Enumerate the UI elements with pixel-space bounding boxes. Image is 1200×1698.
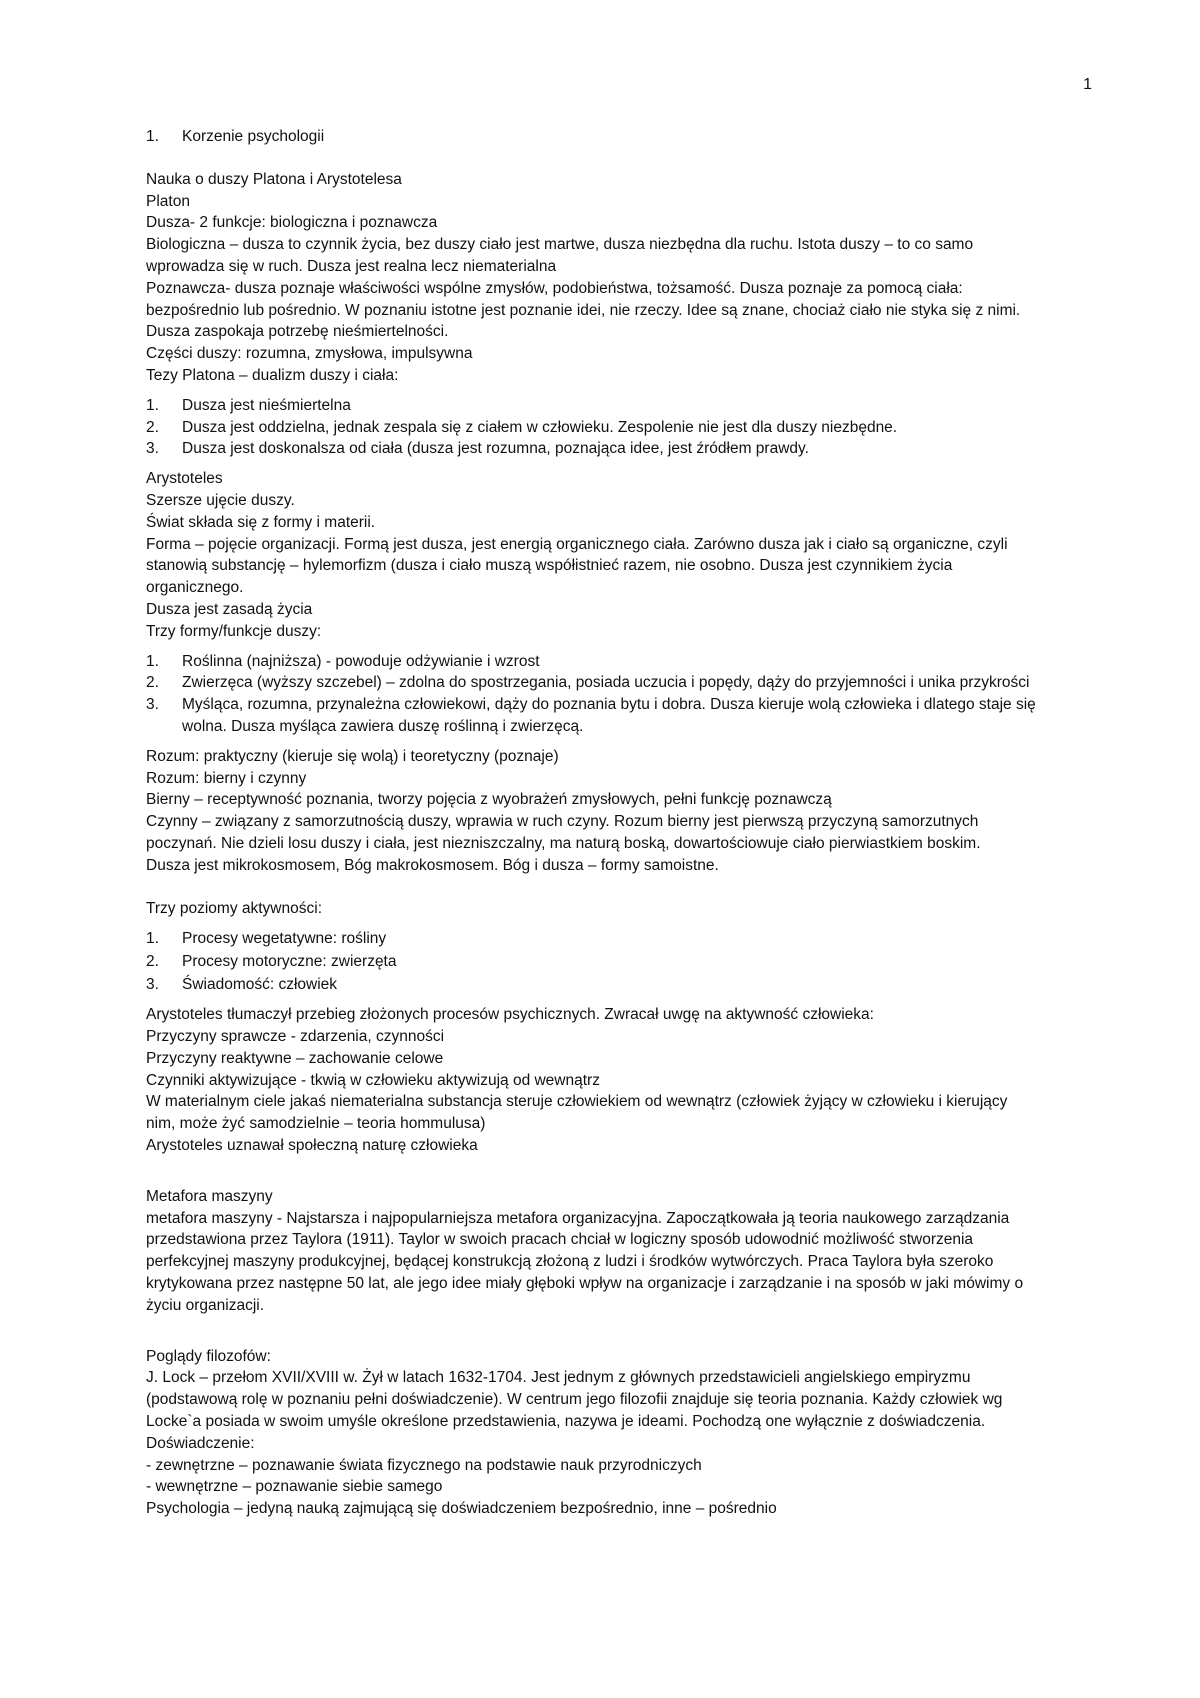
list-item-text: Świadomość: człowiek [182, 976, 338, 994]
list-item-number: 1. [146, 396, 159, 414]
causes-text [146, 1004, 1096, 1157]
list-item-number: 3. [146, 976, 159, 994]
list-item-text: Roślinna (najniższa) - powoduje odżywianie i wzrost [182, 652, 540, 670]
page-number: 1 [1083, 76, 1092, 93]
text-line: Przyczyny sprawcze - zdarzenia, czynności [146, 1028, 445, 1046]
text-line: Biologiczna – dusza to czynnik życia, bez duszy ciało jest martwe, dusza niezbędna dla ruchu. Istota duszy – to co samo [146, 236, 974, 254]
list-item [146, 438, 1096, 460]
soul-forms-list [146, 651, 1096, 738]
text-line: krytykowana przez następne 50 lat, ale jego idee miały głęboki wpływ na organizacje i zarządzanie i na sposób w jaki mówimy o [146, 1275, 1024, 1293]
text-line: Dusza jest zasadą życia [146, 600, 313, 618]
list-item-number: 2. [146, 953, 159, 971]
text-line: poczynań. Nie dzieli losu duszy i ciała, jest niezniszczalny, ma naturą boską, dowartościowuje ciało pierwiastkiem boskim. [146, 834, 981, 852]
chapter-title: Korzenie psychologii [182, 128, 325, 145]
list-item-number: 2. [146, 418, 159, 436]
text-line: Przyczyny reaktywne – zachowanie celowe [146, 1049, 444, 1067]
text-line: J. Lock – przełom XVII/XVIII w. Żył w latach 1632-1704. Jest jednym z głównych przedstawicieli angielskiego empiryzmu [146, 1369, 971, 1387]
text-line: Dusza- 2 funkcje: biologiczna i poznawcza [146, 214, 438, 232]
text-line: Dusza zaspokaja potrzebę nieśmiertelności. [146, 323, 449, 341]
list-item [146, 672, 1096, 694]
list-item-text: Myśląca, rozumna, przynależna człowiekowi, dąży do poznania bytu i dobra. Dusza kieruje wolą człowieka i dlatego staje się [182, 696, 1036, 714]
text-line: (podstawową rolę w poznaniu pełni doświadczenie). W centrum jego filozofii znajduje się teoria poznania. Każdy człowiek wg [146, 1391, 1003, 1409]
list-item-text: Procesy wegetatywne: rośliny [182, 930, 387, 948]
text-line: Arystoteles [146, 470, 223, 488]
text-line: Tezy Platona – dualizm duszy i ciała: [146, 366, 399, 384]
text-line: Szersze ujęcie duszy. [146, 491, 295, 509]
text-line: - zewnętrzne – poznawanie świata fizycznego na podstawie nauk przyrodniczych [146, 1456, 702, 1474]
text-line: Arystoteles uznawał społeczną naturę człowieka [146, 1137, 478, 1155]
list-item-text: Dusza jest nieśmiertelna [182, 396, 351, 414]
list-item-text: wolna. Dusza myśląca zawiera duszę roślinną i zwierzęcą. [182, 717, 584, 735]
list-item-number: 3. [146, 440, 159, 458]
text-line: organicznego. [146, 579, 244, 597]
text-line: bezpośrednio lub pośrednio. W poznaniu istotne jest poznanie idei, nie rzeczy. Idee są znane, chociaż ciało nie styka się z nimi. [146, 301, 1021, 319]
text-line: Psychologia – jedyną nauką zajmującą się doświadczeniem bezpośrednio, inne – pośrednio [146, 1500, 777, 1518]
text-line: przedstawiona przez Taylora (1911). Taylor w swoich pracach chciał w logiczny sposób udowodnić możliwość stworzenia [146, 1231, 974, 1249]
text-line: wprowadza się w ruch. Dusza jest realna lecz niematerialna [146, 257, 557, 275]
list-item [146, 716, 1096, 738]
list-item-text: Dusza jest doskonalsza od ciała (dusza jest rozumna, poznająca idee, jest źródłem prawdy. [182, 440, 809, 458]
list-item-number: 2. [146, 674, 159, 692]
text-line: Locke`a posiada w swoim umyśle określone przedstawienia, nazywa je ideami. Pochodzą one wyłącznie z doświadczenia. [146, 1413, 986, 1431]
chapter-number: 1. [146, 128, 159, 145]
list-item [146, 973, 1096, 996]
list-item [146, 417, 1096, 439]
text-line: Czynniki aktywizujące - tkwią w człowieku aktywizują od wewnątrz [146, 1071, 600, 1089]
activity-levels-list [146, 927, 1096, 996]
list-item-number: 3. [146, 696, 159, 714]
list-item-text: Zwierzęca (wyższy szczebel) – zdolna do spostrzegania, posiada uczucia i popędy, dąży do przyjemności i unika przykrości [182, 674, 1030, 692]
arystoteles-text [146, 468, 1096, 642]
document-body [146, 126, 1096, 1520]
list-item-number: 1. [146, 930, 159, 948]
chapter-heading [146, 126, 1096, 148]
text-line: Rozum: bierny i czynny [146, 769, 307, 787]
text-line: - wewnętrzne – poznawanie siebie samego [146, 1478, 443, 1496]
text-line: Trzy formy/funkcje duszy: [146, 622, 322, 640]
list-item [146, 395, 1096, 417]
text-line: W materialnym ciele jakaś niematerialna substancja steruje człowiekiem od wewnątrz (człowiek żyjący w człowieku i kierujący [146, 1093, 1008, 1111]
text-line: Poznawcza- dusza poznaje właściwości wspólne zmysłów, podobieństwa, tożsamość. Dusza poznaje za pomocą ciała: [146, 279, 963, 297]
text-line: Dusza jest mikrokosmosem, Bóg makrokosmosem. Bóg i dusza – formy samoistne. [146, 856, 719, 874]
list-item [146, 694, 1096, 716]
section-title: Nauka o duszy Platona i Arystotelesa [146, 170, 402, 188]
text-line: Forma – pojęcie organizacji. Formą jest dusza, jest energią organicznego ciała. Zarówno dusza jak i ciało są organiczne, czyli [146, 535, 1008, 553]
text-line: Bierny – receptywność poznania, tworzy pojęcia z wyobrażeń zmysłowych, pełni funkcję poznawczą [146, 791, 832, 809]
text-line: Rozum: praktyczny (kieruje się wolą) i teoretyczny (poznaje) [146, 747, 559, 765]
text-line: Arystoteles tłumaczył przebieg złożonych procesów psychicznych. Zwracał uwgę na aktywność człowieka: [146, 1006, 874, 1024]
list-item-text: Procesy motoryczne: zwierzęta [182, 953, 397, 971]
text-line: stanowią substancję – hylemorfizm (dusza i ciało muszą współistnieć razem, nie osobno. Dusza jest czynnikiem życia [146, 557, 953, 575]
platon-text [146, 212, 1096, 386]
philosophers-text [146, 1346, 1096, 1520]
text-line: Doświadczenie: [146, 1434, 255, 1452]
reason-text [146, 746, 1096, 877]
machine-metaphor-text [146, 1186, 1096, 1317]
text-line: Czynny – związany z samorzutnością duszy, wprawia w ruch czyny. Rozum bierny jest pierwszą przyczyną samorzutnych [146, 813, 979, 831]
platon-theses-list [146, 395, 1096, 460]
list-item [146, 651, 1096, 673]
text-line: Części duszy: rozumna, zmysłowa, impulsywna [146, 345, 473, 363]
text-line: Świat składa się z formy i materii. [146, 513, 376, 531]
list-item [146, 927, 1096, 950]
list-item [146, 950, 1096, 973]
text-line: Poglądy filozofów: [146, 1347, 271, 1365]
list-item-text: Dusza jest oddzielna, jednak zespala się z ciałem w człowieku. Zespolenie nie jest dla duszy niezbędne. [182, 418, 898, 436]
text-line: życiu organizacji. [146, 1296, 265, 1314]
levels-title: Trzy poziomy aktywności: [146, 899, 322, 917]
text-line: perfekcyjnej maszyny produkcyjnej, będącej konstrukcją złożoną z ludzi i środków wytwórczych. Praca Taylora była szeroko [146, 1253, 994, 1271]
text-line: metafora maszyny - Najstarsza i najpopularniejsza metafora organizacyjna. Zapoczątkowała ją teoria naukowego zarządzania [146, 1209, 1010, 1227]
text-line: Metafora maszyny [146, 1187, 273, 1205]
platon-name: Platon [146, 192, 190, 210]
list-item-number: 1. [146, 652, 159, 670]
text-line: nim, może żyć samodzielnie – teoria hommulusa) [146, 1115, 486, 1133]
list-item-number [146, 716, 182, 738]
